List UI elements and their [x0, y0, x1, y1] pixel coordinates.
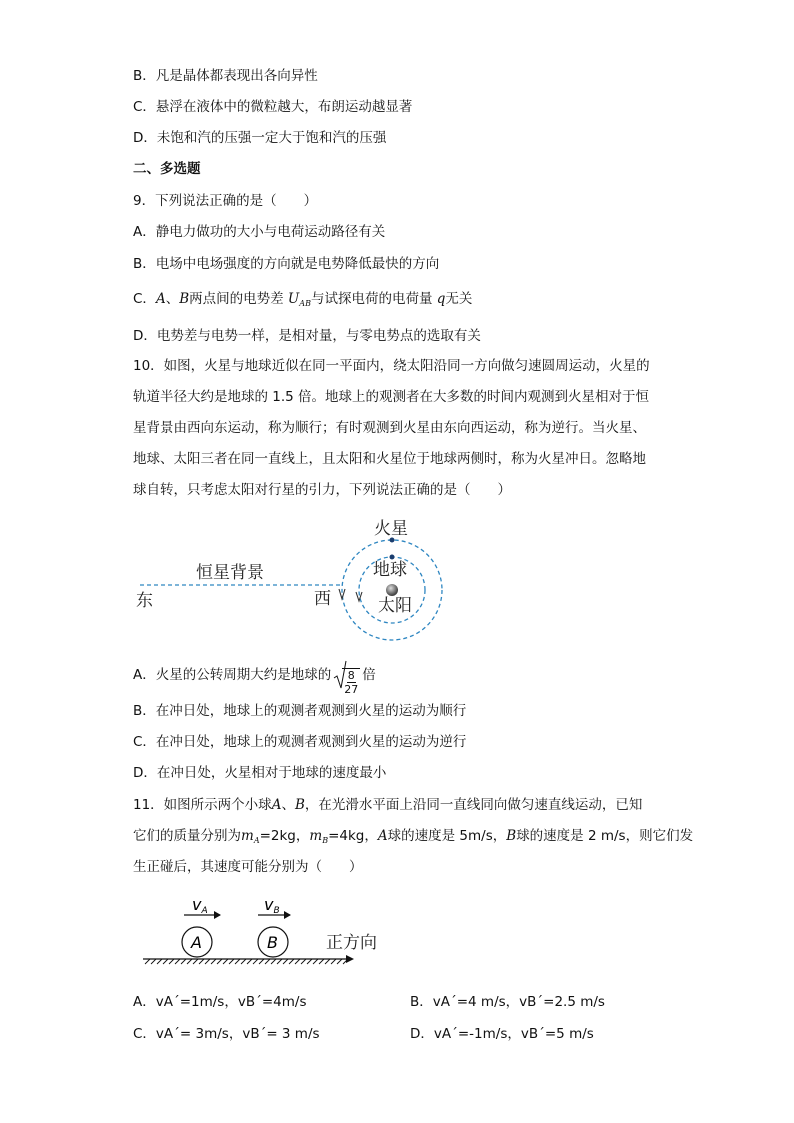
q8-option-c: C．悬浮在液体中的微粒越大，布朗运动越显著 — [133, 99, 413, 115]
background-label: 恒星背景 — [196, 563, 264, 583]
collision-diagram — [140, 890, 400, 970]
q11-option-a: A．vA´=1m/s，vB´=4m/s — [133, 994, 307, 1010]
vb-label: vB — [264, 895, 280, 916]
earth-dot — [390, 555, 395, 560]
earth-label: 地球 — [373, 560, 407, 580]
q8-option-d: D．未饱和汽的压强一定大于饱和汽的压强 — [133, 130, 387, 146]
q8-option-b: B．凡是晶体都表现出各向异性 — [133, 68, 318, 84]
sun-ball — [386, 584, 398, 596]
ground-hatching — [145, 959, 348, 964]
orbit-diagram — [130, 515, 460, 645]
q10-option-b: B．在冲日处，地球上的观测者观测到火星的运动为顺行 — [133, 703, 467, 719]
q11-option-d: D．vA´=-1m/s，vB´=5 m/s — [410, 1026, 594, 1042]
east-label: 东 — [136, 591, 153, 611]
q10-option-c: C．在冲日处，地球上的观测者观测到火星的运动为逆行 — [133, 734, 467, 750]
q11-option-c: C．vA´= 3m/s，vB´= 3 m/s — [133, 1026, 320, 1042]
q9-option-a: A．静电力做功的大小与电荷运动路径有关 — [133, 224, 386, 240]
q11-line3: 生正碰后，其速度可能分别为（ ） — [133, 859, 363, 875]
west-label: 西 — [314, 589, 331, 609]
q10-stem: 10．如图，火星与地球近似在同一平面内，绕太阳沿同一方向做匀速圆周运动，火星的 轨道半径大约是地球的 1.5 倍。地球上的观测者在大多数的时间内观测到火星相对于恒 星背景由西向东运动，称为顺行；有时观测到火星由东向西运动，称为逆行。当火星、 地球、太阳三者在同一直线上，且太阳和火星位于地球两侧时，称为火星冲日。忽略地 球自转，只考虑太阳对行星的引力，下列说法正确的是（ ） — [133, 358, 650, 498]
mars-label: 火星 — [374, 519, 408, 539]
q10-option-d: D．在冲日处，火星相对于地球的速度最小 — [133, 765, 387, 781]
q9-stem: 9．下列说法正确的是（ ） — [133, 193, 318, 209]
q9-option-c: C．A、B两点间的电势差 $U_{AB}$与试探电荷的电荷量 q无关 — [133, 291, 473, 308]
q11-line2: 它们的质量分别为$m_A=2kg$，$m_B=4kg$，A球的速度是 5m/s，B球的速度是 2 m/s，则它们发 — [133, 828, 694, 845]
q9-option-d: D．电势差与电势一样，是相对量，与零电势点的选取有关 — [133, 328, 481, 344]
q9-option-b: B．电场中电场强度的方向就是电势降低最快的方向 — [133, 256, 440, 272]
section-heading: 二、多选题 — [133, 161, 201, 177]
direction-label: 正方向 — [326, 933, 377, 953]
sun-label: 太阳 — [378, 596, 412, 616]
va-label: vA — [192, 895, 208, 916]
ball-a-label: A — [191, 933, 202, 952]
q11-option-b: B．vA´=4 m/s，vB´=2.5 m/s — [410, 994, 605, 1010]
sqrt-fraction: $\frac{8}{27}$ — [333, 660, 360, 690]
ball-b-label: B — [267, 933, 278, 952]
q10-option-a: A．火星的公转周期大约是地球的 $\frac{8}{27}$ 倍 — [133, 660, 376, 690]
q11-line1: 11．如图所示两个小球A、B，在光滑水平面上沿同一直线同向做匀速直线运动，已知 — [133, 797, 643, 813]
